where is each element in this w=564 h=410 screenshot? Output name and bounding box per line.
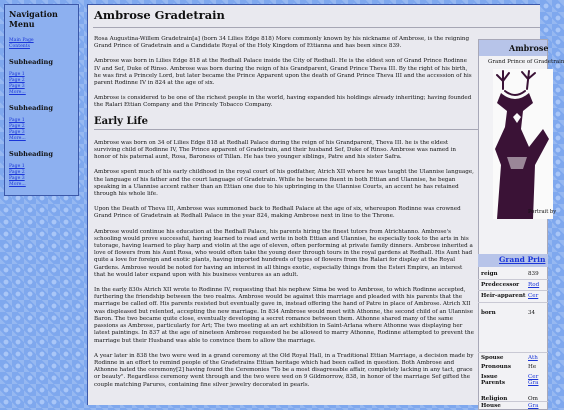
infobox <box>478 39 564 410</box>
sidebar-page-link[interactable]: Page 2 <box>9 78 25 83</box>
sidebar-page-link[interactable]: Page 1 <box>9 72 25 77</box>
infobox-value-parents[interactable]: Gra <box>528 380 539 386</box>
sidebar-page-link[interactable]: Page 2 <box>9 124 25 129</box>
intro-paragraph: Ambrose was born in Lilies Edge 818 at the Redhall Palace inside the City of Redhall. He is the eldest son of Grand Prince Rodinne IV and Sef, Duke of Rinso. Ambrose was born during the reign of his Grandparent, Grand Prince Theva III. By the right of his birth, he was first a Princely Lord, but later became the Prince Apparent upon the death of Grand Prince Theva III and the accession of his parent Rodinne IV in 824 at the age of six. <box>94 58 472 87</box>
early-life-paragraph: Ambrose was born on 34 of Lilies Edge 818 at Redhall Palace during the reign of his Grandparent, Theva III. he is the eldest surviving child of Rodinne IV, The Prince apparent of Gradetrain, and their husband Sef, Duke of Rinso. Ambrose was named in honor of his paternal aunt, Rosa, Baroness of Tillan. He has two younger siblings, Patre and his sister Safra. <box>94 139 456 161</box>
sidebar-subheading: Subheading <box>9 58 53 66</box>
article-body <box>94 36 474 397</box>
early-life-paragraph: In the early 830s Atrich XII wrote to Rodinne IV, requesting that his nephew Sima be wed to Ambrose, to which Rodinne accepted, furthering the friendship between the two realms. Ambrose would be against this marriage and pleaded with his parents that the marriage be called off. His parents resisted but eventually gave in, instead offering the hand of Patre in place of Ambrose. Atrich XII was displeased but relented, accepting the new marriage. In 834 Ambrose would meet with Athonne, the second child of an Ulannise Baron. The two became quite close, eventually developing a secret romance between them. Athonne shared many of the same passions as Ambrose, particularly for Art; The two meeting at an art exhibition in Saint-Arlana where Athonne was displaying her latest paintings. In 837 at the age of nineteen Ambrose requested he be allowed to marry Athonne, Rodinne attempted to prevent the marriage but their Husband was able to convince them to allow the marriage. <box>94 287 474 344</box>
article-panel <box>87 4 564 409</box>
sidebar-subheading: Subheading <box>9 150 53 158</box>
infobox-value-religion: Om <box>528 396 538 402</box>
sidebar-more-link[interactable]: More... <box>9 136 26 141</box>
section-divider <box>94 129 514 130</box>
infobox-value-heir[interactable]: Cer <box>528 293 539 299</box>
infobox-value-pronouns: He <box>528 364 537 370</box>
infobox-label-spouse: Spouse <box>481 355 504 361</box>
portrait-icon <box>493 69 553 219</box>
infobox-label-issue: Issue <box>481 374 498 380</box>
infobox-value-spouse[interactable]: Ath <box>528 355 538 361</box>
early-life-paragraph: Ambrose would continue his education at the Redhall Palace, his parents hiring the finest tutors from Atrichtanno. Ambrose's schooling would prove successful, having learned to read and write in both Ettian and Ulannise, he especially took to the arts in his tutorage, having learned to play harp and violin at the age of eleven, often performing at private family dinners. Ambrose inherited a love of flowers from his Aunt Rosa, who would often take the young deer through tours in the royal gardens at Redhall. His Aunt had quite a love for foreign and exotic plants, having imported hundreds of types of flowers from the Ralari for display at the Royal Gardens. Ambrose would be noted for having an interest in all things exotic, especially things from the Esteri Empire, an interest that he would later expand upon with his business ventures as an adult. <box>94 228 473 278</box>
main-page-link[interactable]: Main Page <box>9 38 34 43</box>
infobox-label-born: born <box>481 310 496 316</box>
grand-prince-link[interactable]: Grand Prin <box>478 254 548 267</box>
sidebar-page-link[interactable]: Page 1 <box>9 118 25 123</box>
infobox-label-parents: Parents <box>481 380 505 386</box>
sidebar-page-link[interactable]: Page 3 <box>9 84 25 89</box>
infobox-value-house[interactable]: Gra <box>528 403 539 409</box>
title-divider <box>93 27 540 28</box>
sidebar-page-link[interactable]: Page 2 <box>9 170 25 175</box>
infobox-label-house: House <box>481 403 501 409</box>
sidebar-page-link[interactable]: Page 1 <box>9 164 25 169</box>
infobox-header: Ambrose <box>479 40 547 56</box>
early-life-paragraph: Upon the Death of Theva III, Ambrose was summoned back to Redhall Palace at the age of six, whereupon Rodinne was crowned Grand Prince of Gradetrain at Redhall Palace in the year 824, making Ambrose next in line to the Throne. <box>94 206 461 220</box>
early-life-paragraph: A year later in 838 the two were wed in a grand ceremony at the Old Royal Hall, in a Traditional Ettian Marriage, a decision made by Rodinne in an effort to remind people of the Gradetrains Ettian heritage which had been called in question. Both Ambrose and Athonne hated the ceremony[2] having found the Ceremonies "To be a most disagreeable affair, completely lacking in any tact, grace or beauty". Regardless ceremony went through and the two were wed on 9 Gildmorrow, 838, in honor of the marriage Sef gifted the couple matching Parures, containing fine silver jewelry decorated in pearls. <box>94 352 474 388</box>
page-title: Ambrose Gradetrain <box>94 8 225 22</box>
portrait-image <box>493 69 553 219</box>
infobox-value-born: 34 <box>528 310 536 316</box>
infobox-label-heir: Heir-apparent <box>481 293 526 299</box>
nav-menu-title: Navigation Menu <box>9 9 58 29</box>
intro-paragraph: Rosa Augustina-Willem Gradetrain[a] (born 34 Lilies Edge 818) More commonly known by his nickname of Ambrose, is the reigning Grand Prince of Gradetrain and a Candidate Royal of the Holy Kingdom of Ettianna and has been since 839. <box>94 36 470 50</box>
infobox-label-pronouns: Pronouns <box>481 364 511 370</box>
section-heading-early-life: Early Life <box>94 115 148 127</box>
sidebar-more-link[interactable]: More... <box>9 182 26 187</box>
sidebar-page-link[interactable]: Page 3 <box>9 130 25 135</box>
infobox-label-predecessor: Predecessor <box>481 282 520 288</box>
navigation-sidebar <box>4 4 79 196</box>
infobox-subtitle: Grand Prince of Gradetrain <box>488 59 564 65</box>
contents-link[interactable]: Contents <box>9 44 30 49</box>
sidebar-page-link[interactable]: Page 3 <box>9 176 25 181</box>
portrait-caption: Portrait by <box>528 209 557 215</box>
infobox-value-issue[interactable]: Cer <box>528 374 539 380</box>
infobox-label-religion: Religion <box>481 396 508 402</box>
infobox-label-reign: reign <box>481 271 498 277</box>
sidebar-subheading: Subheading <box>9 104 53 112</box>
early-life-paragraph: Ambrose spent much of his early childhood in the royal court of his godfather, Atrich XII where he was taught the Ulannise language, the language of his father and the court language of Gradetrain. While he became fluent in both Ettian and Ulannise, he began speaking in a Ulannise accent rather than an Ettian one due to his upbringing in the Ulannise Courts, an accent he has retained through his whole life. <box>94 169 474 198</box>
infobox-value-reign: 839 <box>528 271 539 277</box>
sidebar-more-link[interactable]: More... <box>9 90 26 95</box>
intro-paragraph: Ambrose is considered to be one of the richest people in the world, having expanded his holdings already inheriting; having founded the Ralari Ettian Company and the Princely Tobacco Company. <box>94 95 472 109</box>
infobox-value-predecessor[interactable]: Rod <box>528 282 540 288</box>
